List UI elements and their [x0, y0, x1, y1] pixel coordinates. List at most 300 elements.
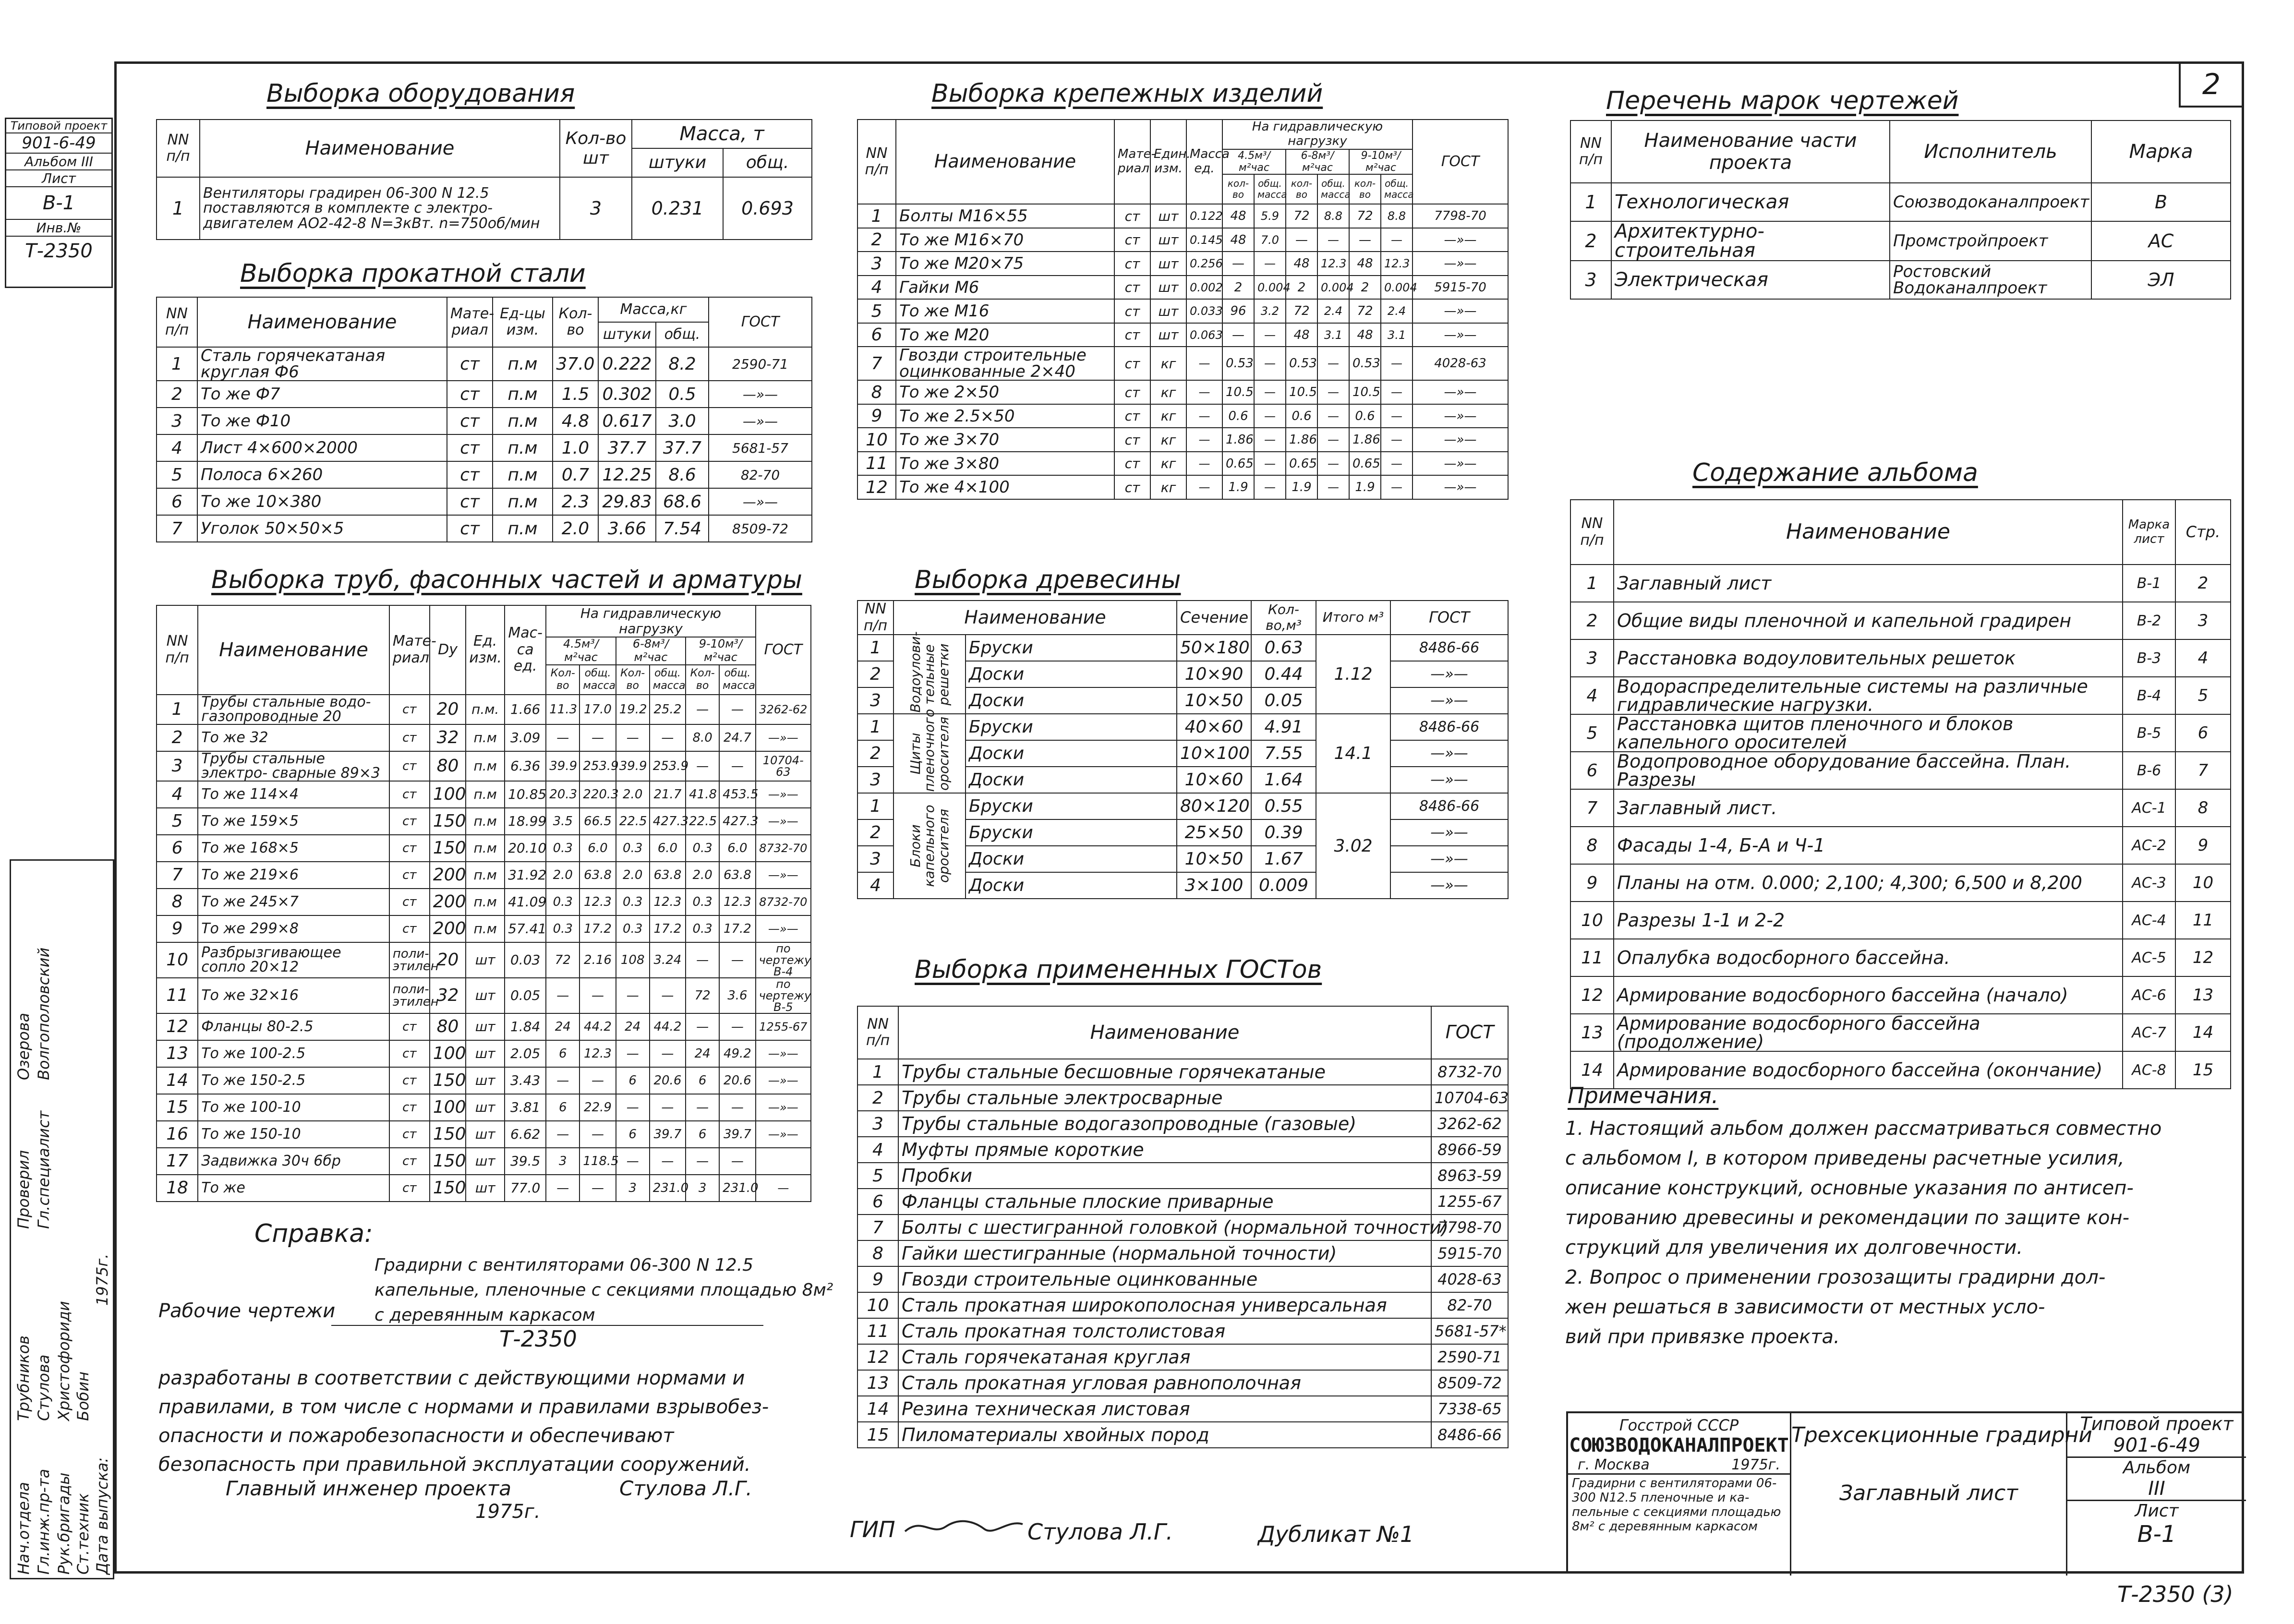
cell: 2.0 — [546, 862, 580, 889]
cell: ст — [1114, 404, 1150, 428]
cell: — — [719, 695, 755, 724]
col-header: 6-8м³/м²час — [1286, 149, 1349, 175]
cell: 0.256 — [1186, 252, 1222, 276]
table-row — [857, 1266, 1508, 1292]
cell: п.м — [466, 835, 505, 862]
fasteners-table — [857, 119, 1509, 500]
cell: шт — [466, 1148, 505, 1175]
cell: 5 — [157, 808, 198, 835]
cell: 18 — [157, 1175, 198, 1202]
cell: — — [1381, 347, 1413, 380]
cell: Водопроводное оборудование бассейна. План. Разрезы — [1614, 752, 2123, 789]
title-block-name — [1791, 1413, 2092, 1576]
cell: ст — [447, 461, 493, 488]
cell: 4028-63 — [1431, 1266, 1508, 1292]
cell: 150 — [430, 808, 466, 835]
cell: 100 — [430, 1040, 466, 1067]
cell: 66.5 — [580, 808, 616, 835]
cell: ст — [389, 1148, 430, 1175]
cell: ст — [389, 781, 430, 808]
cell: 1.9 — [1349, 475, 1381, 499]
cell: 7798-70 — [1431, 1215, 1508, 1240]
cell: 31.92 — [505, 862, 546, 889]
cell: 6 — [546, 1040, 580, 1067]
cell: 20 — [430, 695, 466, 724]
cell: — — [546, 978, 580, 1013]
cell: Вентиляторы градирен 06-300 N 12.5 поставляются в комплекте с электро- двигателем АО2-42-8 N=3кВт. n=750об/мин — [200, 177, 560, 240]
tb-desc: Градирни с вентиляторами 06-300 N12.5 пленочные и ка- пельные с секциями площадью 8м² с деревянным каркасом — [1572, 1476, 1781, 1534]
cell: 8732-70 — [756, 835, 811, 862]
col-header: кол-во — [1349, 174, 1381, 204]
col-header: NN п/п — [1570, 120, 1611, 183]
cell: 2 — [157, 381, 197, 408]
cell: — — [756, 1175, 811, 1202]
table-row — [1570, 183, 2231, 221]
cell: 0.002 — [1186, 276, 1222, 300]
cell: 12.3 — [580, 889, 616, 915]
cell: 48 — [1286, 323, 1317, 347]
cell: —»— — [1413, 452, 1508, 476]
cell: 10.85 — [505, 781, 546, 808]
cell: 8966-59 — [1431, 1137, 1508, 1163]
col-header: Масса,кг — [598, 297, 709, 322]
album-label: Альбом — [2123, 1458, 2191, 1478]
table-row — [1570, 864, 2231, 902]
cell: 12.3 — [1381, 252, 1413, 276]
cell: Опалубка водосборного бассейна. — [1614, 939, 2123, 976]
cell: 7798-70 — [1413, 204, 1508, 228]
cell: 22.9 — [580, 1094, 616, 1121]
cell: То же 3×80 — [896, 452, 1114, 476]
pipes-title: Выборка труб, фасонных частей и арматуры — [211, 565, 802, 594]
cell: Бруски — [966, 819, 1177, 846]
cell: —»— — [1413, 323, 1508, 347]
cell: 1255-67 — [1431, 1189, 1508, 1215]
cell: 3 — [686, 1175, 719, 1202]
cell: 25×50 — [1177, 819, 1251, 846]
col-header: 4.5м³/м²час — [546, 637, 616, 664]
cell: Гвозди строительные оцинкованные — [898, 1266, 1431, 1292]
cell: Промстройпроект — [1890, 221, 2091, 261]
cell: ст — [389, 1040, 430, 1067]
cell: 6.0 — [719, 835, 755, 862]
table-row — [1570, 976, 2231, 1014]
cell: 77.0 — [505, 1175, 546, 1202]
cell: 0.03 — [505, 942, 546, 978]
table-row — [857, 452, 1508, 476]
cell: 68.6 — [656, 488, 709, 515]
cell: — — [580, 724, 616, 751]
cell: 0.55 — [1251, 793, 1316, 819]
cell: — — [580, 1121, 616, 1148]
cell: Электрическая — [1611, 261, 1890, 299]
table-row — [857, 1137, 1508, 1163]
cell: п.м — [466, 915, 505, 942]
cell: 50×180 — [1177, 635, 1251, 661]
cell: 9 — [857, 404, 896, 428]
cell: 1 — [857, 1059, 898, 1085]
cell: 0.122 — [1186, 204, 1222, 228]
cell: Уголок 50×50×5 — [197, 515, 447, 542]
left-stamp-line: Типовой проект — [6, 119, 111, 133]
table-row — [157, 781, 811, 808]
sheet-number: 2 — [2202, 68, 2221, 101]
cell: 22.5 — [686, 808, 719, 835]
cell: 7338-65 — [1431, 1396, 1508, 1422]
cell: Доски — [966, 687, 1177, 714]
cell: п.м — [493, 381, 553, 408]
sig-role: Ст.техник — [74, 1493, 92, 1575]
cell: 0.53 — [1286, 347, 1317, 380]
cell: 3 — [857, 1111, 898, 1137]
cell: 6 — [157, 488, 197, 515]
table-row — [857, 323, 1508, 347]
table-row — [857, 1111, 1508, 1137]
cell: 1.9 — [1222, 475, 1254, 499]
cell: 5 — [1570, 714, 1614, 752]
cell: Трубы стальные водо- газопроводные 20 — [198, 695, 389, 724]
cell: АС-3 — [2123, 864, 2175, 902]
col-header: ГОСТ — [1413, 120, 1508, 204]
col-header: 4.5м³/м²час — [1222, 149, 1286, 175]
table-row — [857, 404, 1508, 428]
cell: 3 — [157, 751, 198, 781]
table-row — [857, 380, 1508, 404]
col-header: Наименование — [197, 297, 447, 347]
cell: 6 — [546, 1094, 580, 1121]
gosts-title: Выборка примененных ГОСТов — [915, 955, 1322, 984]
col-header: Наименование — [898, 1006, 1431, 1059]
cell: 1 — [857, 714, 893, 740]
left-stamp-line: 901-6-49 — [6, 133, 111, 154]
cell: кг — [1150, 404, 1186, 428]
cell: Общие виды пленочной и капельной градирен — [1614, 602, 2123, 639]
cell: 0.3 — [546, 915, 580, 942]
cell: Трубы стальные бесшовные горячекатаные — [898, 1059, 1431, 1085]
cell: 5915-70 — [1431, 1240, 1508, 1266]
col-header: Мате- риал — [1114, 120, 1150, 204]
cell: То же М20×75 — [896, 252, 1114, 276]
col-header: 9-10м³/м²час — [1349, 149, 1413, 175]
cell: То же М16×70 — [896, 228, 1114, 252]
cell: ст — [447, 408, 493, 434]
col-header: общ. — [723, 148, 812, 177]
cell: 0.3 — [686, 915, 719, 942]
cell: 0.63 — [1251, 635, 1316, 661]
list-value: В-1 — [2137, 1521, 2176, 1548]
table-row — [1570, 789, 2231, 827]
album-value: III — [2067, 1478, 2246, 1501]
cell: 4 — [157, 781, 198, 808]
cell: 8486-66 — [1431, 1422, 1508, 1448]
col-header: Ед. изм. — [466, 605, 505, 695]
cell: 24 — [546, 1013, 580, 1040]
cell: ст — [447, 347, 493, 381]
cell: 1.67 — [1251, 846, 1316, 872]
cell: — — [650, 724, 686, 751]
cell: То же Ф10 — [197, 408, 447, 434]
table-row — [857, 228, 1508, 252]
cell: 0.004 — [1381, 276, 1413, 300]
col-header: 6-8м³/м²час — [616, 637, 686, 664]
cell: 12.3 — [719, 889, 755, 915]
cell: —»— — [756, 781, 811, 808]
col-header: Марка лист — [2123, 500, 2175, 565]
cell: 41.09 — [505, 889, 546, 915]
cell: 0.3 — [686, 835, 719, 862]
cell: 8.0 — [686, 724, 719, 751]
table-row — [1570, 261, 2231, 299]
cell: 8.6 — [656, 461, 709, 488]
cell: 37.7 — [656, 434, 709, 461]
cell: —»— — [756, 808, 811, 835]
cell: 150 — [430, 1148, 466, 1175]
sig-role: Гл.специалист — [35, 1110, 53, 1229]
cell: 82-70 — [1431, 1292, 1508, 1318]
col-header: общ. масса — [719, 665, 755, 695]
cell: 13 — [157, 1040, 198, 1067]
cell: 2590-71 — [709, 347, 812, 381]
left-stamp-line: Т-2350 — [25, 240, 93, 262]
cell: Трубы стальные водогазопроводные (газовые) — [898, 1111, 1431, 1137]
cell: —»— — [1413, 475, 1508, 499]
cell: Болты с шестигранной головкой (нормальной точности) — [898, 1215, 1431, 1240]
col-header: Мате- риал — [389, 605, 430, 695]
cell: 57.41 — [505, 915, 546, 942]
cell: 22.5 — [616, 808, 650, 835]
cell: ст — [1114, 347, 1150, 380]
cell: 14 — [157, 1067, 198, 1094]
col-header: Наименование — [198, 605, 389, 695]
cell: 11 — [157, 978, 198, 1013]
wood-title: Выборка древесины — [915, 565, 1181, 594]
cell: Муфты прямые короткие — [898, 1137, 1431, 1163]
sig-name: Волгополовский — [35, 947, 53, 1080]
cell: Гайки М6 — [896, 276, 1114, 300]
cell: 0.6 — [1349, 404, 1381, 428]
cell: В-4 — [2123, 677, 2175, 714]
cell: 427.3 — [650, 808, 686, 835]
cell: В-6 — [2123, 752, 2175, 789]
cell: — — [719, 751, 755, 781]
cell: 25.2 — [650, 695, 686, 724]
cell: 2 — [1349, 276, 1381, 300]
col-header: общ. масса — [1254, 174, 1286, 204]
table-row — [1570, 565, 2231, 602]
cell: 10.5 — [1286, 380, 1317, 404]
cell: 18.99 — [505, 808, 546, 835]
gosts-table — [857, 1006, 1509, 1448]
cell: Фланцы стальные плоские приварные — [898, 1189, 1431, 1215]
cell: АС-5 — [2123, 939, 2175, 976]
cell: Фасады 1-4, Б-А и Ч-1 — [1614, 827, 2123, 864]
cell: — — [546, 1175, 580, 1202]
cell: —»— — [1390, 661, 1508, 687]
cell: Бруски — [966, 714, 1177, 740]
cell: ст — [447, 381, 493, 408]
cell: 0.3 — [616, 915, 650, 942]
cell: 1255-67 — [756, 1013, 811, 1040]
cell: 0.009 — [1251, 872, 1316, 899]
cell: —»— — [756, 1121, 811, 1148]
cell: — — [616, 1094, 650, 1121]
note-line: вий при привязке проекта. — [1565, 1326, 1840, 1348]
table-row — [157, 724, 811, 751]
cell: Водораспределительные системы на различные гидравлические нагрузки. — [1614, 677, 2123, 714]
cell: 3.2 — [1254, 299, 1286, 323]
cell: — — [1317, 347, 1349, 380]
cell: В-3 — [2123, 639, 2175, 677]
table-row — [857, 793, 1508, 819]
table-row — [1570, 714, 2231, 752]
cell: 8509-72 — [1431, 1370, 1508, 1396]
cell: п.м — [466, 751, 505, 781]
cell: 39.5 — [505, 1148, 546, 1175]
cell: 10×50 — [1177, 687, 1251, 714]
cell: 63.8 — [650, 862, 686, 889]
cell: — — [616, 978, 650, 1013]
cell: 1 — [157, 177, 200, 240]
cell: — — [1317, 380, 1349, 404]
cell: 3 — [560, 177, 632, 240]
cell: 15 — [157, 1094, 198, 1121]
cell: То же 2.5×50 — [896, 404, 1114, 428]
cell: То же 2×50 — [896, 380, 1114, 404]
cell: То же 219×6 — [198, 862, 389, 889]
col-header: Итого м³ — [1316, 601, 1390, 635]
title-block — [1566, 1411, 2244, 1574]
note-line: 2. Вопрос о применении грозозащиты градирни дол- — [1565, 1266, 2106, 1288]
cell: 2 — [857, 228, 896, 252]
cell: 80 — [430, 1013, 466, 1040]
cell: 0.231 — [632, 177, 723, 240]
table-row — [157, 177, 812, 240]
cell: 5915-70 — [1413, 276, 1508, 300]
cell: 1.0 — [553, 434, 598, 461]
cell: — — [686, 695, 719, 724]
table-row — [857, 204, 1508, 228]
cell: — — [1222, 252, 1254, 276]
cell: 2.4 — [1317, 299, 1349, 323]
cell: 231.0 — [719, 1175, 755, 1202]
note-line: 1. Настоящий альбом должен рассматриваться совместно — [1565, 1118, 2162, 1140]
table-row — [1570, 752, 2231, 789]
col-header: Кол-во — [686, 665, 719, 695]
cell: 200 — [430, 862, 466, 889]
cell: 12 — [857, 475, 896, 499]
cell: Бруски — [966, 635, 1177, 661]
cell: — — [650, 1148, 686, 1175]
cell: 14 — [2175, 1014, 2231, 1051]
table-row — [157, 915, 811, 942]
cell: 39.7 — [650, 1121, 686, 1148]
cell: В-2 — [2123, 602, 2175, 639]
table-row — [157, 515, 812, 542]
cell: шт — [466, 1013, 505, 1040]
sig-date: 1975г. — [93, 1253, 111, 1306]
cell: —»— — [1390, 872, 1508, 899]
cell: 3×100 — [1177, 872, 1251, 899]
cell: 3.66 — [598, 515, 656, 542]
cell: 80×120 — [1177, 793, 1251, 819]
cell: — — [1381, 380, 1413, 404]
cell: Доски — [966, 846, 1177, 872]
col-header: Кол-во — [546, 665, 580, 695]
cell: ст — [389, 1121, 430, 1148]
cell: 10704-63 — [756, 751, 811, 781]
cell: 2.3 — [553, 488, 598, 515]
cell: 453.5 — [719, 781, 755, 808]
cell: Архитектурно- строительная — [1611, 221, 1890, 261]
cell: 5681-57 — [709, 434, 812, 461]
cell: — — [546, 1121, 580, 1148]
cell: 2 — [1570, 221, 1611, 261]
cell: шт — [466, 1094, 505, 1121]
cell: Союзводоканалпроект — [1890, 183, 2091, 221]
cell: — — [1381, 452, 1413, 476]
org2: СОЮЗВОДОКАНАЛПРОЕКТ — [1569, 1434, 1789, 1456]
cell: — — [1381, 404, 1413, 428]
cell: 72 — [546, 942, 580, 978]
cell: 24 — [686, 1040, 719, 1067]
cell: —»— — [709, 408, 812, 434]
cell: Бруски — [966, 793, 1177, 819]
col-header: Ед-цы изм. — [493, 297, 553, 347]
col-header: 9-10м³/м²час — [686, 637, 756, 664]
cell: 5681-57* — [1431, 1318, 1508, 1344]
cell: — — [580, 1175, 616, 1202]
table-row — [157, 835, 811, 862]
reference-code: Т-2350 — [499, 1326, 577, 1352]
col-header: Марка — [2091, 120, 2231, 183]
cell: Пробки — [898, 1163, 1431, 1189]
cell: 44.2 — [650, 1013, 686, 1040]
col-header: На гидравлическую нагрузку — [1222, 120, 1413, 149]
cell: —»— — [756, 1040, 811, 1067]
cell: 3 — [857, 767, 893, 793]
cell: 0.145 — [1186, 228, 1222, 252]
cell: Разбрызгивающее сопло 20×12 — [198, 942, 389, 978]
cell: 8 — [857, 1240, 898, 1266]
cell: Планы на отм. 0.000; 2,100; 4,300; 6,500 и 8,200 — [1614, 864, 2123, 902]
cell: 10.5 — [1222, 380, 1254, 404]
cell: 3 — [857, 846, 893, 872]
cell: 3 — [546, 1148, 580, 1175]
cell: 150 — [430, 1121, 466, 1148]
left-stamp-line: Инв.№ — [6, 220, 111, 237]
table-row — [857, 252, 1508, 276]
cell: —»— — [756, 1094, 811, 1121]
table-row — [857, 1318, 1508, 1344]
cell: —»— — [756, 724, 811, 751]
cell: —»— — [1413, 228, 1508, 252]
cell: 12.3 — [580, 1040, 616, 1067]
cell: —»— — [756, 915, 811, 942]
cell: 2.0 — [686, 862, 719, 889]
cell: —»— — [1390, 740, 1508, 767]
cell: 20 — [430, 942, 466, 978]
cell: ст — [1114, 299, 1150, 323]
cell: 3.1 — [1317, 323, 1349, 347]
cell: Сталь прокатная широкополосная универсальная — [898, 1292, 1431, 1318]
cell: 82-70 — [709, 461, 812, 488]
cell: шт — [1150, 252, 1186, 276]
cell: —»— — [1413, 380, 1508, 404]
cell: ст — [389, 724, 430, 751]
table-row — [157, 1013, 811, 1040]
equipment-title: Выборка оборудования — [266, 79, 575, 108]
col-header: Мас- са ед. — [505, 605, 546, 695]
